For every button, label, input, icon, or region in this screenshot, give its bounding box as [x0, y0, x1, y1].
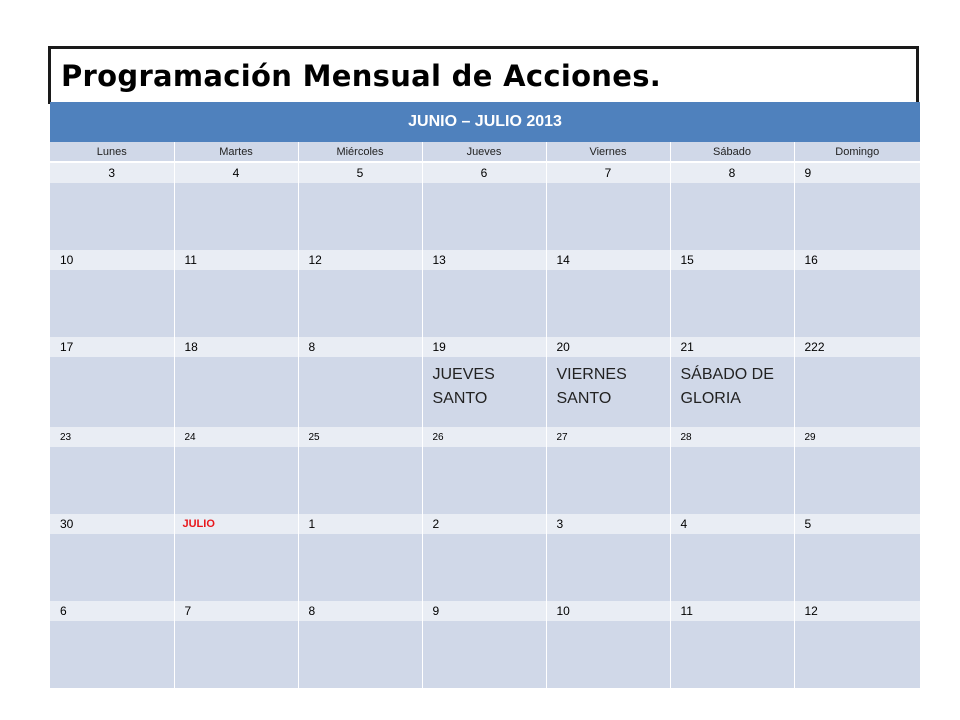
- day-number: 29: [794, 427, 920, 447]
- day-note: [299, 621, 422, 627]
- day-cell[interactable]: [50, 447, 174, 514]
- day-note: [299, 447, 422, 453]
- day-cell[interactable]: [546, 534, 670, 601]
- weekday-jueves: Jueves: [422, 142, 546, 162]
- day-note: [547, 183, 670, 189]
- day-cell[interactable]: [546, 357, 670, 427]
- day-number: 11: [174, 250, 298, 270]
- title-box: [48, 46, 919, 104]
- week-2-numbers: [50, 250, 920, 270]
- day-cell[interactable]: [794, 270, 920, 337]
- day-cell[interactable]: [670, 534, 794, 601]
- day-number: 20: [546, 337, 670, 357]
- day-note: [547, 447, 670, 453]
- day-note: JUEVES SANTO: [432, 366, 495, 407]
- calendar-header-row: [50, 102, 920, 142]
- day-cell[interactable]: [422, 357, 546, 427]
- day-cell[interactable]: [422, 447, 546, 514]
- day-cell[interactable]: [298, 357, 422, 427]
- day-cell[interactable]: [670, 621, 794, 688]
- day-cell[interactable]: [174, 357, 298, 427]
- weekday-domingo: Domingo: [794, 142, 920, 162]
- day-cell[interactable]: [422, 621, 546, 688]
- week-3-cells: [50, 357, 920, 427]
- day-number: 28: [670, 427, 794, 447]
- day-number: 27: [546, 427, 670, 447]
- week-2-cells: [50, 270, 920, 337]
- day-number: 8: [298, 601, 422, 621]
- day-note: [423, 270, 546, 276]
- calendar-table: [50, 102, 920, 688]
- day-note: [299, 534, 422, 540]
- day-cell[interactable]: [298, 447, 422, 514]
- day-number: 5: [794, 514, 920, 534]
- day-note: [50, 357, 174, 363]
- week-6-numbers: [50, 601, 920, 621]
- day-note: [423, 621, 546, 627]
- day-number: 2: [422, 514, 546, 534]
- calendar-header: JUNIO – JULIO 2013: [50, 102, 920, 142]
- day-note: [795, 357, 921, 363]
- week-4-cells: [50, 447, 920, 514]
- day-note: [423, 183, 546, 189]
- day-cell[interactable]: [794, 357, 920, 427]
- day-note: [795, 534, 921, 540]
- day-number: 12: [298, 250, 422, 270]
- day-number: 25: [298, 427, 422, 447]
- day-cell[interactable]: [794, 534, 920, 601]
- day-note: [175, 357, 298, 363]
- week-5-numbers: [50, 514, 920, 534]
- day-number: 19: [422, 337, 546, 357]
- day-number: 10: [546, 601, 670, 621]
- day-note: [50, 183, 174, 189]
- day-number: 16: [794, 250, 920, 270]
- day-cell[interactable]: [794, 621, 920, 688]
- day-number: 24: [174, 427, 298, 447]
- day-note: [423, 447, 546, 453]
- day-number: 4: [670, 514, 794, 534]
- day-number: 21: [670, 337, 794, 357]
- day-cell[interactable]: [422, 183, 546, 250]
- week-6-cells: [50, 621, 920, 688]
- day-number: 6: [422, 162, 546, 183]
- day-cell[interactable]: [546, 270, 670, 337]
- weekday-lunes: Lunes: [50, 142, 174, 162]
- day-number: 18: [174, 337, 298, 357]
- month-label-julio: JULIO: [174, 514, 298, 534]
- day-note: [795, 621, 921, 627]
- day-note: [795, 447, 921, 453]
- day-cell[interactable]: [670, 183, 794, 250]
- day-cell[interactable]: [794, 183, 920, 250]
- week-1-numbers: [50, 162, 920, 183]
- day-cell[interactable]: [174, 447, 298, 514]
- day-cell[interactable]: [422, 534, 546, 601]
- day-cell[interactable]: [298, 534, 422, 601]
- day-note: [795, 183, 921, 189]
- day-cell[interactable]: [50, 621, 174, 688]
- day-number: 14: [546, 250, 670, 270]
- day-note: [671, 270, 794, 276]
- day-cell[interactable]: [50, 357, 174, 427]
- day-note: [547, 534, 670, 540]
- day-number: 9: [422, 601, 546, 621]
- day-note: [795, 270, 921, 276]
- day-cell[interactable]: [298, 621, 422, 688]
- day-cell[interactable]: [670, 270, 794, 337]
- day-note: [423, 534, 546, 540]
- day-note: VIERNES SANTO: [556, 366, 627, 407]
- weekday-miercoles: Miércoles: [298, 142, 422, 162]
- day-note: [50, 447, 174, 453]
- day-number: 7: [174, 601, 298, 621]
- weekday-martes: Martes: [174, 142, 298, 162]
- day-note: [671, 534, 794, 540]
- weekday-row: [50, 142, 920, 162]
- day-cell[interactable]: [546, 447, 670, 514]
- day-note: [299, 183, 422, 189]
- day-cell[interactable]: [670, 357, 794, 427]
- week-4-numbers: [50, 427, 920, 447]
- week-3-numbers: [50, 337, 920, 357]
- day-note: [175, 621, 298, 627]
- day-note: [671, 447, 794, 453]
- day-number: 1: [298, 514, 422, 534]
- day-note: [671, 183, 794, 189]
- day-number: 26: [422, 427, 546, 447]
- day-number: 8: [298, 337, 422, 357]
- day-number: 15: [670, 250, 794, 270]
- day-cell[interactable]: [670, 447, 794, 514]
- day-cell[interactable]: [174, 183, 298, 250]
- day-number: 222: [794, 337, 920, 357]
- day-number: 5: [298, 162, 422, 183]
- day-cell[interactable]: [794, 447, 920, 514]
- day-number: 12: [794, 601, 920, 621]
- day-number: 9: [794, 162, 920, 183]
- day-cell[interactable]: [174, 621, 298, 688]
- day-cell[interactable]: [298, 270, 422, 337]
- day-note: [175, 270, 298, 276]
- day-number: 23: [50, 427, 174, 447]
- day-number: 30: [50, 514, 174, 534]
- day-number: 4: [174, 162, 298, 183]
- day-note: [299, 357, 422, 363]
- weekday-viernes: Viernes: [546, 142, 670, 162]
- day-note: SÁBADO DE GLORIA: [680, 366, 774, 407]
- day-note: [547, 621, 670, 627]
- day-note: [671, 621, 794, 627]
- day-number: 7: [546, 162, 670, 183]
- day-cell[interactable]: [174, 534, 298, 601]
- day-cell[interactable]: [298, 183, 422, 250]
- day-note: [50, 534, 174, 540]
- day-cell[interactable]: [50, 270, 174, 337]
- day-cell[interactable]: [546, 183, 670, 250]
- day-cell[interactable]: [50, 534, 174, 601]
- day-number: 11: [670, 601, 794, 621]
- week-1-cells: [50, 183, 920, 250]
- day-number: 3: [546, 514, 670, 534]
- day-cell[interactable]: [50, 183, 174, 250]
- day-number: 8: [670, 162, 794, 183]
- day-number: 6: [50, 601, 174, 621]
- weekday-sabado: Sábado: [670, 142, 794, 162]
- day-number: 3: [50, 162, 174, 183]
- day-cell[interactable]: [546, 621, 670, 688]
- day-note: [50, 270, 174, 276]
- day-note: [175, 534, 298, 540]
- day-number: 17: [50, 337, 174, 357]
- day-note: [175, 447, 298, 453]
- day-number: 13: [422, 250, 546, 270]
- page-title: Programación Mensual de Acciones.: [61, 59, 662, 93]
- week-5-cells: [50, 534, 920, 601]
- day-note: [175, 183, 298, 189]
- day-number: 10: [50, 250, 174, 270]
- day-note: [299, 270, 422, 276]
- day-note: [547, 270, 670, 276]
- day-cell[interactable]: [422, 270, 546, 337]
- day-note: [50, 621, 174, 627]
- day-cell[interactable]: [174, 270, 298, 337]
